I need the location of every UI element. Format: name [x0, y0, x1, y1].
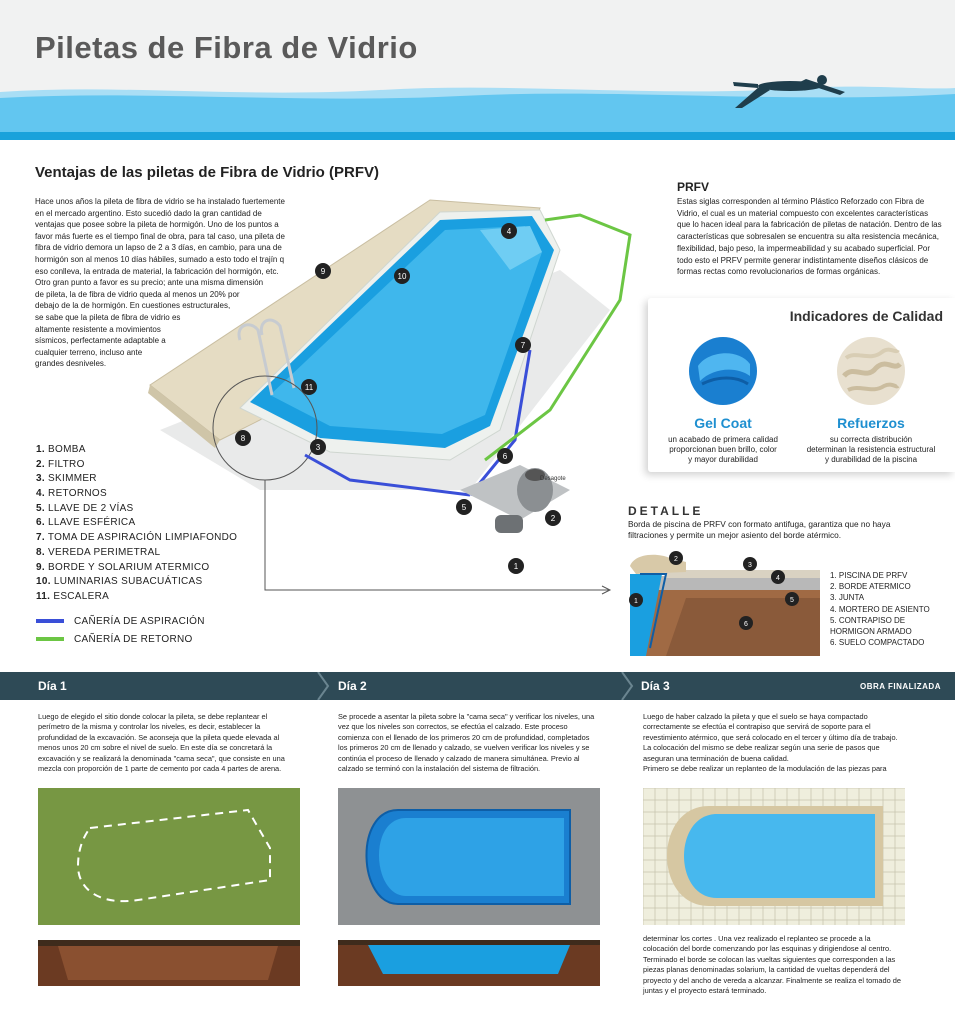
- advantages-text: Hace unos años la pileta de fibra de vidrio se ha instalado fuertemente en el mercado argentino. Esto sucedió dado la gran cantidad de ventajas que posee sobre la pileta de hormigón. Uno de los puntos a favor más fuerte es el tiempo final de obra, para tal caso, una pileta de fibra de vidrio demora un lapso de 2 a 3 días, en cambio, para una de hormigón son al menos 10 días hábiles, sumado a esto todo el trajín q eso conlleva, la entrada de material, la fabricación del hormigón, etc. Otro gran punto a favor es su precio; ante una misma dimensión de pileta, la de fibra de vidrio queda al menos un 20% por debajo de la de hormigón. En cuestiones estructurales, se sabe que la pileta de fibra de vidrio es altamente resistente a movimientos sísmicos, perfectamente adaptable a cualquier terreno, incluso ante grandes desniveles.: [35, 197, 285, 369]
- detalle-text: Borda de piscina de PRFV con formato antifuga, garantiza que no haya filtraciones y permite un mejor asiento del borde atérmico.: [628, 519, 891, 540]
- svg-text:2: 2: [674, 556, 678, 563]
- gel-coat-icon: [688, 336, 758, 406]
- pipe-legend-retorno: CAÑERÍA DE RETORNO: [36, 630, 205, 648]
- svg-text:2: 2: [550, 514, 556, 523]
- detalle-legend: 1. PISCINA DE PRFV 2. BORDE ATERMICO 3. JUNTA 4. MORTERO DE ASIENTO 5. CONTRAPISO DE HORMIGON ARMADO 6. SUELO COMPACTADO: [830, 571, 930, 648]
- day-2-section-image: [338, 940, 600, 986]
- components-legend: [36, 444, 237, 606]
- detalle-title: DETALLE: [628, 504, 704, 518]
- quality-indicators-panel: [648, 298, 955, 472]
- svg-text:11: 11: [304, 383, 314, 392]
- svg-text:7: 7: [520, 341, 526, 350]
- legend-item: 9. BORDE Y SOLARIUM ATERMICO: [36, 561, 210, 573]
- quality-title: Indicadores de Calidad: [789, 308, 943, 324]
- prfv-title: PRFV: [677, 180, 710, 194]
- svg-text:3: 3: [748, 562, 752, 569]
- page-title: Piletas de Fibra de Vidrio: [35, 30, 418, 65]
- days-timeline-bar: [0, 672, 955, 700]
- svg-text:4: 4: [776, 575, 780, 582]
- gel-coat-item: Gel Coat un acabado de primera calidad proporcionan buen brillo, color y mayor durabilidad: [648, 336, 798, 465]
- day-3-text: Luego de haber calzado la pileta y que el suelo se haya compactado correctamente se efectúa el contrapiso que servirá de soporte para el revestimiento atérmico, que será colocado en el tercer y último día de trabajo. La colocación del mismo se debe realizar según una serie de pasos que aseguran una terminación de buena calidad. Primero se debe realizar un replanteo de la modulación de las piezas para: [643, 712, 898, 774]
- prfv-text: Estas siglas corresponden al término Plástico Reforzado con Fibra de Vidrio, el cual es un material compuesto con excelentes características que lo hacen ideal para la fabricación de piletas de natación. Dentro de las características que sobresalen se encuentra su alta resistencia mecánica, flexibilidad, bajo peso, la impermeabilidad y su acabado superficial. Por todo esto el PRFV permite generar indistintamente diseños clásicos de formas rectas como revolucionarios de formas orgánicas.: [677, 197, 942, 277]
- water-wave-graphic: [0, 0, 955, 140]
- svg-text:10: 10: [397, 272, 407, 281]
- legend-item: 2. FILTRO: [36, 458, 85, 470]
- svg-text:6: 6: [744, 621, 748, 628]
- day-1-label: Día 1: [38, 679, 67, 693]
- refuerzos-item: Refuerzos su correcta distribución determinan la resistencia estructural y durabilidad de la piscina: [796, 336, 946, 465]
- svg-text:5: 5: [461, 503, 467, 512]
- legend-item: 3. SKIMMER: [36, 473, 97, 485]
- legend-item: 10. LUMINARIAS SUBACUÁTICAS: [36, 576, 203, 588]
- legend-item: 6. LLAVE ESFÉRICA: [36, 517, 136, 529]
- legend-item: 7. TOMA DE ASPIRACIÓN LIMPIAFONDO: [36, 532, 238, 544]
- svg-text:9: 9: [320, 267, 326, 276]
- legend-item: 11. ESCALERA: [36, 590, 110, 602]
- day-3-tiled-pool-view: [643, 788, 905, 925]
- svg-text:6: 6: [502, 452, 508, 461]
- svg-text:3: 3: [315, 443, 321, 452]
- legend-item: 8. VEREDA PERIMETRAL: [36, 546, 161, 558]
- legend-item: 1. BOMBA: [36, 444, 86, 455]
- day-2-pool-top-view: [338, 788, 600, 925]
- pipe-legend: [36, 612, 205, 648]
- detalle-illustration: [626, 548, 826, 656]
- advantages-title: Ventajas de las piletas de Fibra de Vidrio (PRFV): [35, 164, 379, 181]
- svg-text:8: 8: [240, 434, 246, 443]
- day-3-label: Día 3: [641, 679, 670, 693]
- desagote-label: Desagote: [540, 476, 566, 482]
- svg-text:4: 4: [506, 227, 512, 236]
- day-2-label: Día 2: [338, 679, 367, 693]
- obra-finalizada-label: OBRA FINALIZADA: [860, 682, 941, 691]
- svg-text:1: 1: [634, 598, 638, 605]
- svg-text:1: 1: [513, 562, 519, 571]
- legend-item: 5. LLAVE DE 2 VÍAS: [36, 502, 134, 514]
- svg-text:5: 5: [790, 597, 794, 604]
- pipe-legend-aspiracion: CAÑERÍA DE ASPIRACIÓN: [36, 612, 205, 630]
- day-2-text: Se procede a asentar la pileta sobre la "cama seca" y verificar los niveles, una vez que los niveles son correctos, se efectúa el calzado. Este proceso comienza con el llenado de los primeros 20 cm de profundidad, completados los primeros 20 cm de llenado y calzado, se vuelven verificar los niveles y se continúa el proceso de llenado y calzado de manera simultánea. Previo al calzado se terminó con la instalación del sistema de filtración.: [338, 712, 595, 774]
- header-banner: [0, 0, 955, 140]
- refuerzos-icon: [836, 336, 906, 406]
- day-1-excavation-image: [38, 940, 300, 986]
- day-1-text: Luego de elegido el sitio donde colocar la pileta, se debe replantear el perímetro de la misma y controlar los niveles, es decir, establecer la profundidad de la excavación. Se aconseja que la pileta quede elevada al menos unos 20 cm sobre el nivel de suelo. En este día se concretará la excavación y se realizará la denominada "cama seca", que consiste en una mezcla con proporción de 1 parte de cemento por cada 4 partes de arena.: [38, 712, 285, 774]
- day-1-grass-image: [38, 788, 300, 925]
- day-3-text-continued: determinar los cortes . Una vez realizado el replanteo se procede a la colocación del borde comenzando por las esquinas y dirigiendose al centro. Terminado el borde se colocan las vueltas siguientes que corresponden a las piezas planas denominadas solarium, la cantidad de vueltas dependerá del proyecto y del ancho de vereda a alcanzar. Finalmente se realiza el tomado de juntas y el proyecto estará terminado.: [643, 934, 902, 996]
- legend-item: 4. RETORNOS: [36, 488, 107, 500]
